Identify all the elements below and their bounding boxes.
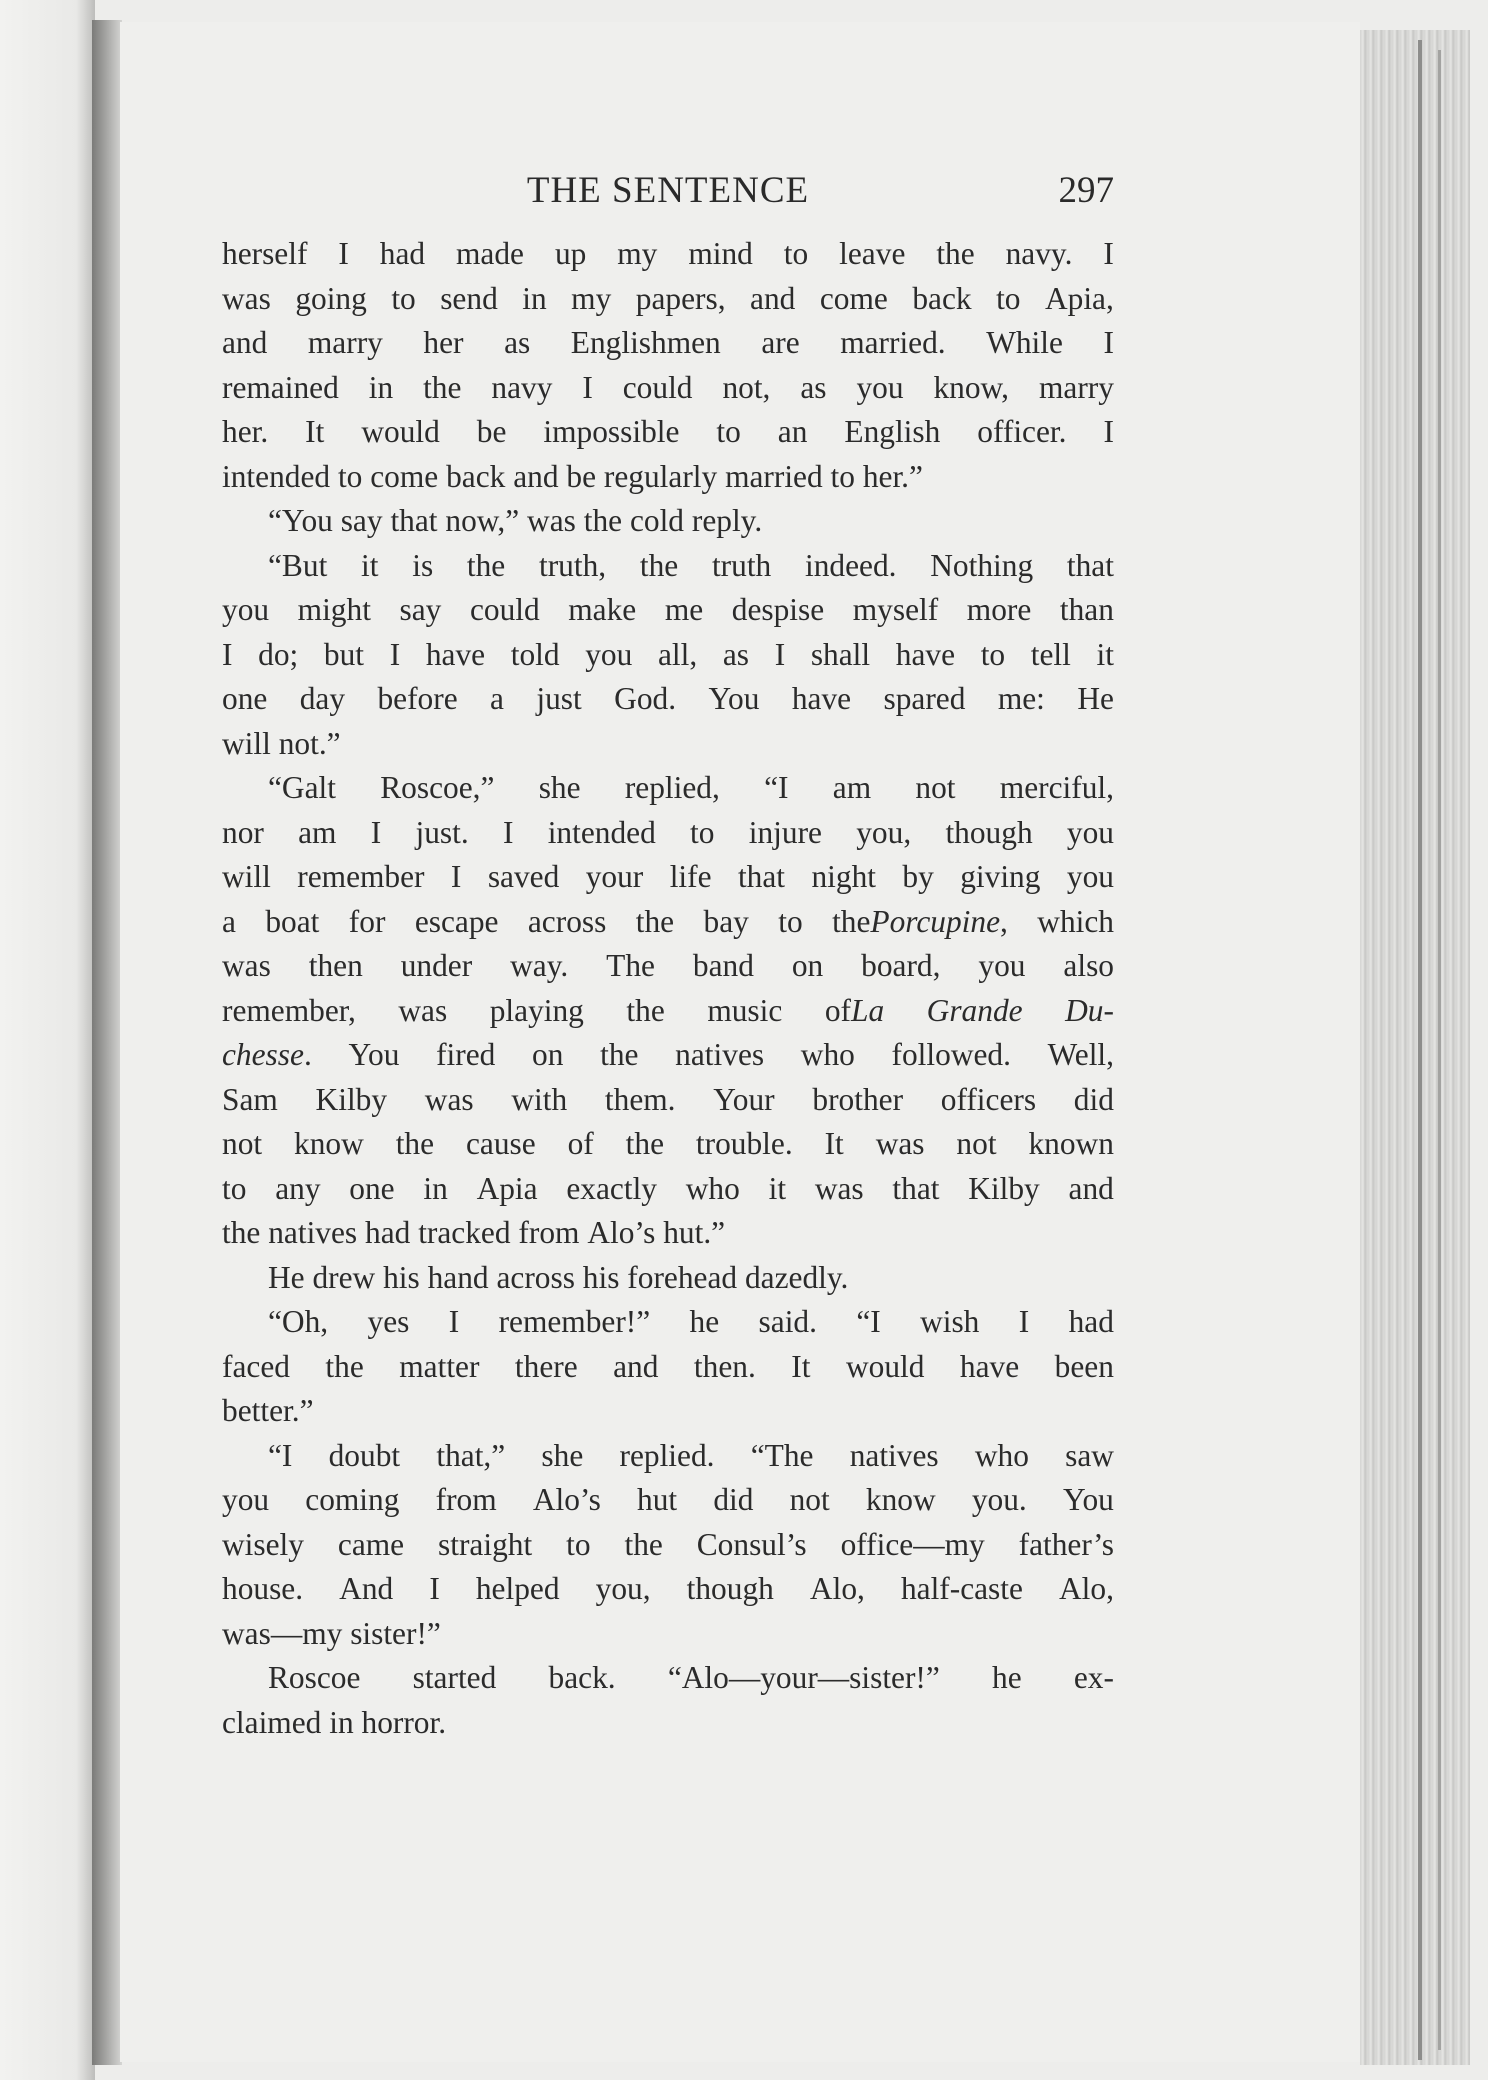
text-line: faced the matter there and then. It would have been [222,1348,1114,1384]
running-title: THE SENTENCE [526,170,810,211]
text-line: Roscoe started back. “Alo—your—sister!” he ex- [268,1660,1114,1695]
text-line: remember, was playing the music ofLa Grande Du- [222,992,1114,1028]
text-line: “But it is the truth, the truth indeed. Nothing that [268,547,1114,583]
text-line: Sam Kilby was with them. Your brother officers did [222,1081,1114,1117]
text-line: “I doubt that,” she replied. “The natives who saw [268,1437,1114,1473]
binding-gutter-shadow [92,20,122,2065]
text-line: chesse. You fired on the natives who followed. Well, [222,1037,1114,1072]
text-line: to any one in Apia exactly who it was that Kilby and [222,1170,1114,1206]
running-head [222,166,1114,216]
text-line: and marry her as Englishmen are married. While I [222,325,1114,360]
text-line: a boat for escape across the bay to thePorcupine, which [222,903,1114,939]
text-line: herself I had made up my mind to leave the navy. I [222,236,1114,271]
text-line: nor am I just. I intended to injure you, though you [222,814,1114,850]
text-line: you coming from Alo’s hut did not know you. You [222,1482,1114,1517]
text-line: will not.” [222,725,341,761]
text-line: I do; but I have told you all, as I shall have to tell it [222,636,1114,672]
page-edge-line [1418,40,1422,2060]
text-line: house. And I helped you, though Alo, half-caste Alo, [222,1571,1114,1606]
text-line: was—my sister!” [222,1615,441,1651]
text-line: “You say that now,” was the cold reply. [268,503,763,538]
text-line: the natives had tracked from Alo’s hut.” [222,1215,726,1250]
text-line: “Galt Roscoe,” she replied, “I am not merciful, [268,770,1114,805]
page-edge-line [1438,50,1441,2050]
text-line: not know the cause of the trouble. It was not known [222,1126,1114,1161]
text-line: wisely came straight to the Consul’s office—my father’s [222,1526,1114,1562]
text-line: you might say could make me despise myself more than [222,592,1114,627]
text-line: better.” [222,1393,314,1428]
text-line: her. It would be impossible to an English officer. I [222,414,1114,449]
text-line: He drew his hand across his forehead dazedly. [268,1259,849,1295]
text-line: one day before a just God. You have spared me: He [222,681,1114,716]
text-line: was then under way. The band on board, you also [222,948,1114,983]
text-line: “Oh, yes I remember!” he said. “I wish I had [268,1304,1114,1339]
text-line: will remember I saved your life that night by giving you [222,859,1114,894]
text-line: was going to send in my papers, and come back to Apia, [222,280,1114,316]
text-line: claimed in horror. [222,1704,447,1740]
text-line: intended to come back and be regularly married to her.” [222,458,923,494]
page-number: 297 [1058,170,1114,211]
facing-page-edge [0,0,95,2080]
page-fore-edge [1360,30,1470,2065]
body-text [222,232,1114,1745]
text-line: remained in the navy I could not, as you know, marry [222,369,1114,405]
